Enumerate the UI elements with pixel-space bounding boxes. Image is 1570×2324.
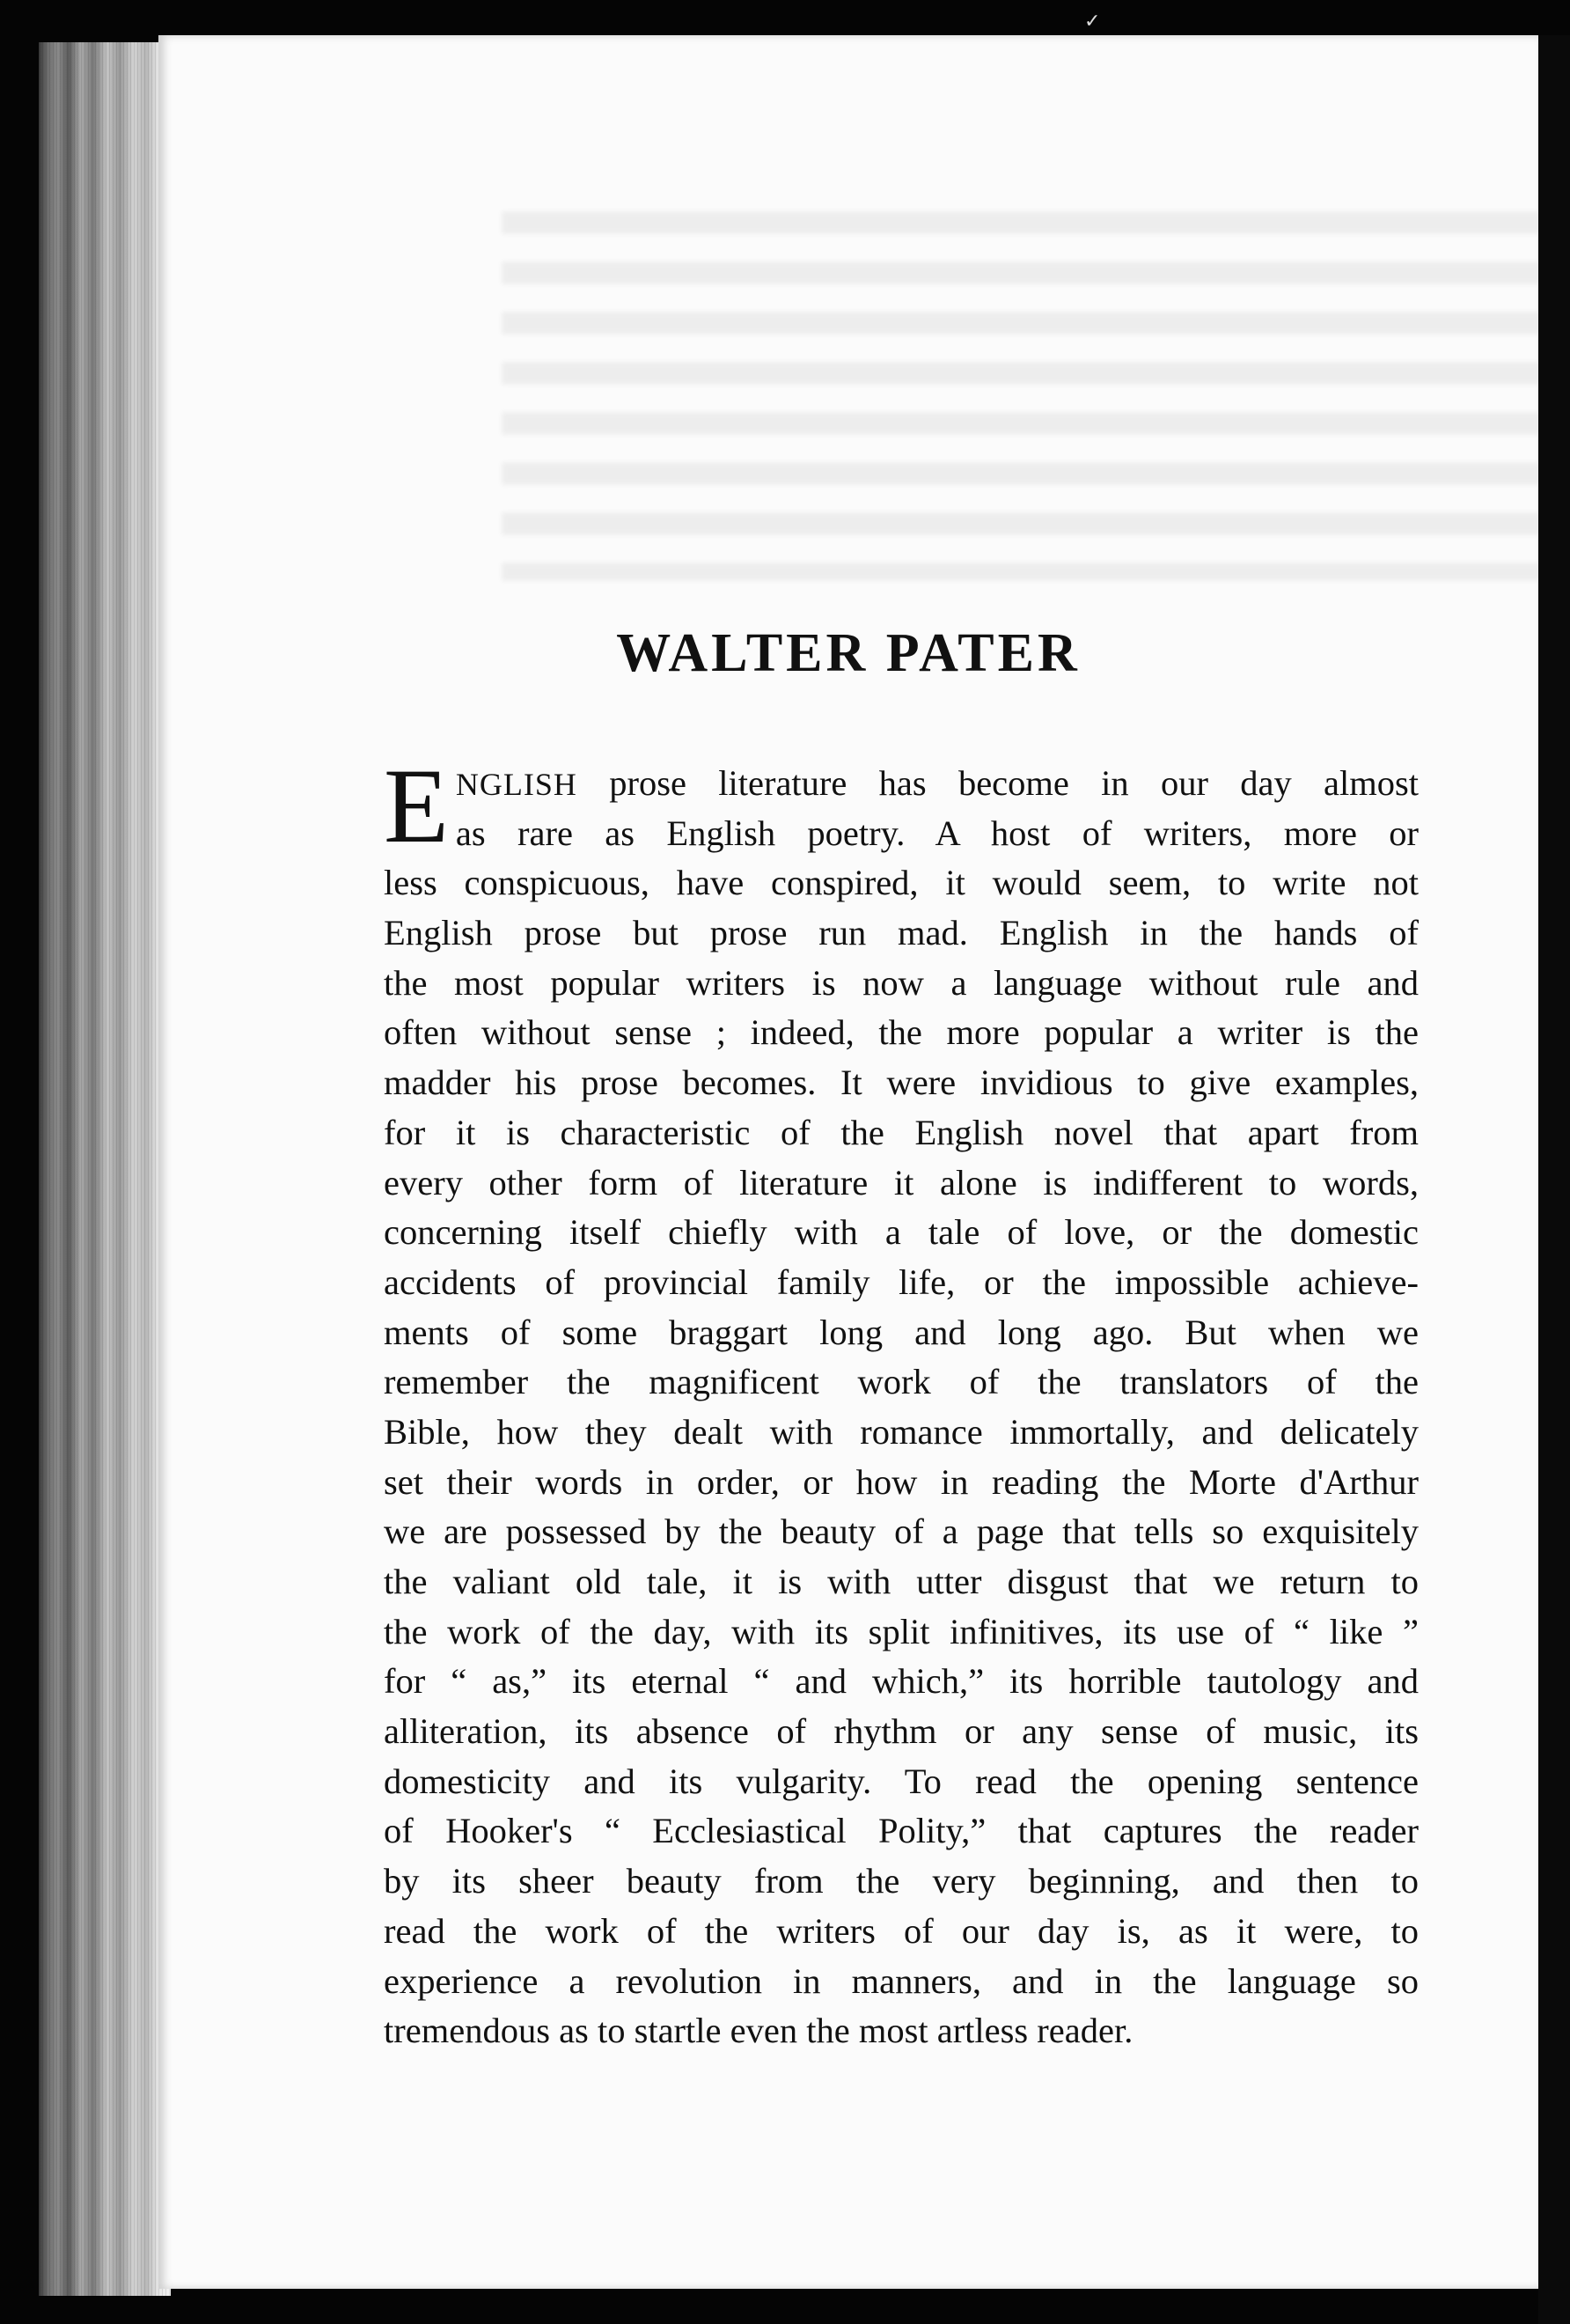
scan-right-border: [1538, 35, 1570, 2324]
text-line: as rare as English poetry. A host of writers, more or: [455, 813, 1419, 853]
text-line: Bible, how they dealt with romance immortally, and delicately: [384, 1411, 1419, 1452]
text-line: every other form of literature it alone is indifferent to words,: [384, 1162, 1419, 1202]
text-line-content: prose literature has become in our day almost: [609, 763, 1419, 803]
text-line: experience a revolution in manners, and in the language so: [384, 1960, 1419, 2001]
drop-cap: E: [384, 747, 449, 865]
text-line: read the work of the writers of our day is, as it were, to: [384, 1910, 1419, 1951]
text-line: tremendous as to startle even the most artless reader.: [384, 2011, 1133, 2051]
text-line: the most popular writers is now a language without rule and: [384, 962, 1419, 1003]
text-line: the valiant old tale, it is with utter disgust that we return to: [384, 1562, 1419, 1601]
text-line: madder his prose becomes. It were invidious to give examples,: [384, 1063, 1419, 1103]
text-line: ments of some braggart long and long ago. But when we: [384, 1312, 1419, 1352]
page-block-edges: [39, 42, 171, 2296]
text-line: remember the magnificent work of the translators of the: [384, 1362, 1419, 1402]
text-line: we are possessed by the beauty of a page that tells so exquisitely: [384, 1511, 1419, 1552]
text-line: set their words in order, or how in reading the Morte d'Arthur: [384, 1461, 1419, 1502]
text-line: alliteration, its absence of rhythm or any sense of music, its: [384, 1711, 1419, 1752]
opening-block: [456, 759, 1419, 858]
bleed-through-text: [502, 211, 1540, 581]
text-line: for “ as,” its eternal “ and which,” its horrible tautology and: [384, 1661, 1419, 1702]
page-title: WALTER PATER: [616, 623, 1081, 683]
text-line: accidents of provincial family life, or the impossible achieve-: [384, 1261, 1419, 1302]
text-line: of Hooker's “ Ecclesiastical Polity,” that captures the reader: [384, 1811, 1419, 1851]
text-line: for it is characteristic of the English novel that apart from: [384, 1112, 1419, 1152]
body-paragraph: [384, 747, 1419, 2056]
text-line: concerning itself chiefly with a tale of love, or the domestic: [384, 1212, 1419, 1253]
text-line: often without sense ; indeed, the more popular a writer is the: [384, 1012, 1419, 1053]
opening-lines: [384, 747, 1419, 865]
text-line: by its sheer beauty from the very beginning, and then to: [384, 1861, 1419, 1901]
text-line: less conspicuous, have conspired, it would seem, to write not: [384, 863, 1419, 903]
text-line: domesticity and its vulgarity. To read the opening sentence: [384, 1761, 1419, 1801]
text-line: the work of the day, with its split infinitives, its use of “ like ”: [384, 1611, 1419, 1651]
first-word-small-caps: NGLISH: [455, 767, 577, 802]
text-line: English prose but prose run mad. English in the hands of: [384, 913, 1419, 953]
text-line: [456, 759, 1419, 809]
scan-mark: ✓: [1084, 11, 1101, 33]
